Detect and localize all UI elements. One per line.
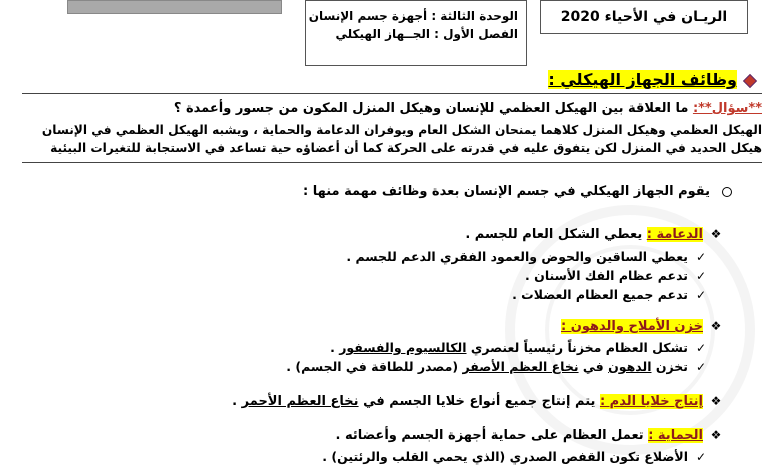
protection-heading: ❖الحماية : تعمل العظام على حماية أجهزة الجسم وأعضائه . bbox=[335, 428, 722, 443]
storage-heading bbox=[561, 319, 723, 334]
unit-title: الوحدة الثالثة : أجهزة جسم الإنسان bbox=[308, 9, 518, 23]
diamond-bullet-icon: ❖ bbox=[710, 319, 722, 333]
protection-label: الحماية : bbox=[648, 428, 703, 443]
check-icon: ✓ bbox=[695, 450, 707, 464]
question-line bbox=[174, 101, 762, 116]
heading-rule bbox=[22, 93, 762, 94]
blood-label: إنتاج خلايا الدم : bbox=[599, 394, 703, 409]
check-icon: ✓ bbox=[695, 360, 707, 374]
course-title-box: الريـان في الأحياء 2020 bbox=[540, 0, 748, 34]
support-heading: ❖الدعامة : يعطي الشكل العام للجسم . bbox=[465, 227, 722, 242]
answer-rule bbox=[22, 162, 762, 163]
circle-bullet-icon bbox=[722, 187, 732, 197]
diamond-bullet-icon: ❖ bbox=[710, 394, 722, 408]
support-label: الدعامة : bbox=[646, 227, 703, 242]
unit-info-box bbox=[305, 0, 527, 66]
check-icon: ✓ bbox=[695, 341, 707, 355]
check-icon: ✓ bbox=[695, 288, 707, 302]
storage-item-1: ✓تشكل العظام مخزناً رئيسياً لعنصري الكالسيوم والفسفور . bbox=[330, 340, 707, 355]
storage-item-2: ✓تخزن الدهون في نخاع العظم الأصفر (مصدر للطاقة في الجسم) . bbox=[286, 359, 707, 374]
diamond-bullet-icon: ❖ bbox=[710, 428, 722, 442]
diamond-bullet-icon: ❖ bbox=[710, 227, 722, 241]
check-icon: ✓ bbox=[695, 250, 707, 264]
diamond-bullet-icon bbox=[743, 73, 757, 87]
storage-label: خزن الأملاح والدهون : bbox=[561, 319, 703, 334]
protection-item-1: ✓الأضلاع تكون القفص الصدري (الذي يحمي القلب والرئتين) . bbox=[322, 449, 707, 464]
header-gray-box bbox=[67, 0, 282, 14]
support-item-3: ✓تدعم جميع العظام العضلات . bbox=[512, 287, 707, 302]
answer-line-2: هيكل الحديد في المنزل لكن يتفوق عليه في قدرته على الحركة كما أن أعضاؤه حية تساعد في الاستجابة للتغيرات البيئية bbox=[50, 141, 762, 155]
intro-line: يقوم الجهاز الهيكلي في جسم الإنسان بعدة وظائف مهمة منها : bbox=[303, 184, 732, 199]
question-label: **سؤال**: bbox=[692, 101, 762, 116]
answer-line-1: الهيكل العظمي وهيكل المنزل كلاهما يمنحان الشكل العام ويوفران الدعامة والحماية ، ويشبه الهيكل العظمي في الإنسان bbox=[41, 123, 762, 137]
chapter-title: الفصل الأول : الجــهاز الهيكلي bbox=[335, 27, 518, 41]
support-item-1: ✓يعطي الساقين والحوض والعمود الفقري الدعم للجسم . bbox=[346, 249, 707, 264]
question-text: ما العلاقة بين الهيكل العظمي للإنسان وهيكل المنزل المكون من جسور وأعمدة ؟ bbox=[173, 101, 689, 116]
support-item-2: ✓تدعم عظام الفك الأسنان . bbox=[525, 268, 707, 283]
check-icon: ✓ bbox=[695, 269, 707, 283]
blood-heading: ❖إنتاج خلايا الدم : يتم إنتاج جميع أنواع خلايا الجسم في نخاع العظم الأحمر . bbox=[232, 394, 722, 409]
section-heading: وظائف الجهاز الهيكلي : bbox=[548, 70, 755, 89]
